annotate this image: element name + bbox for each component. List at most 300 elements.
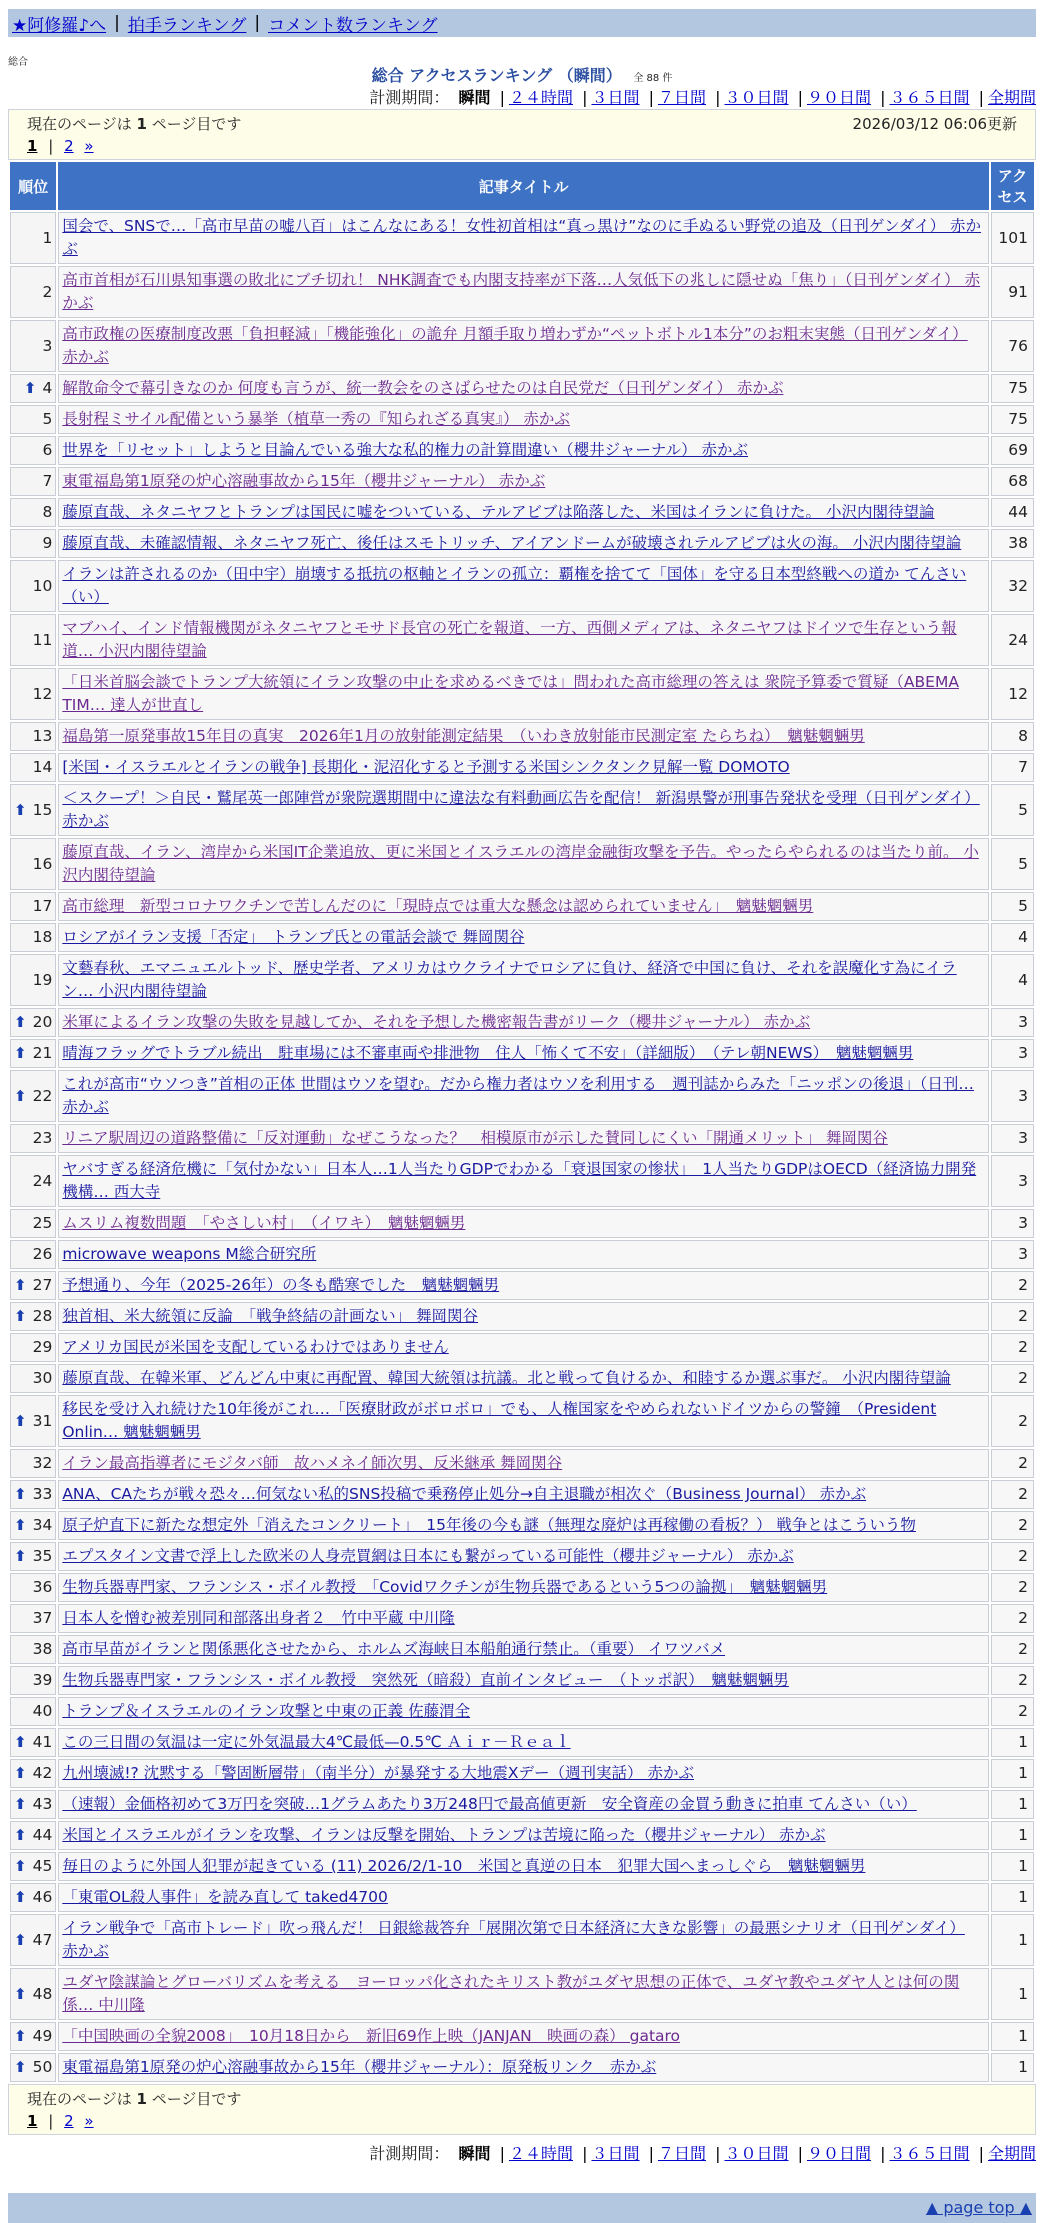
rank-number: 9 [42, 534, 53, 552]
access-count: 3 [991, 1008, 1034, 1037]
access-count: 1 [991, 1790, 1034, 1819]
rank-number: 47 [32, 1930, 53, 1949]
rank-cell [10, 838, 56, 890]
period-3d-link[interactable]: ３日間 [591, 2144, 640, 2163]
article-title-link[interactable]: この三日間の気温は一定に外気温最大4℃最低—0.5℃ Ａｉｒ－Ｒｅａｌ [62, 1733, 571, 1751]
rank-number: 27 [32, 1276, 53, 1294]
total-count: 全 88 件 [633, 73, 673, 84]
rank-number: 34 [32, 1516, 53, 1534]
period-selector-bottom [8, 2143, 1036, 2165]
article-title-link[interactable]: microwave weapons M総合研究所 [62, 1245, 317, 1263]
period-separator: | [648, 88, 654, 107]
access-count: 2 [991, 1449, 1034, 1478]
period-separator: | [797, 88, 803, 107]
table-row [10, 753, 1034, 782]
article-title-link[interactable]: イランは許されるのか（田中宇）崩壊する抵抗の枢軸とイランの孤立：覇権を捨てて「国体」を守る日本型終戦への道か てんさい（い） [62, 565, 967, 606]
access-count: 1 [991, 1883, 1034, 1912]
title-cell [58, 1240, 989, 1269]
access-count: 44 [991, 498, 1034, 527]
rank-cell [10, 753, 56, 782]
rank-cell [10, 498, 56, 527]
table-row [10, 1070, 1034, 1122]
rank-cell [10, 266, 56, 318]
title-cell [58, 1480, 989, 1509]
article-title-link[interactable]: 藤原直哉、イラン、湾岸から米国IT企業追放、更に米国とイスラエルの湾岸金融街攻撃を予告。やったらやられるのは当たり前。 小沢内閣待望論 [62, 843, 979, 884]
header-title: 記事タイトル [58, 162, 989, 210]
period-90d-link[interactable]: ９０日間 [806, 88, 871, 107]
access-count: 75 [991, 374, 1034, 403]
article-title-link[interactable]: 独首相、米大統領に反論 「戦争終結の計画ない」 舞岡関谷 [62, 1307, 478, 1325]
rank-up-arrow-icon: ⬆ [14, 1411, 27, 1430]
table-row [10, 892, 1034, 921]
article-title-link[interactable]: 米軍によるイラン攻撃の失敗を見越してか、それを予想した機密報告書がリーク（櫻井ジャーナル） 赤かぶ [62, 1013, 811, 1031]
period-3d-link[interactable]: ３日間 [591, 88, 640, 107]
access-count: 2 [991, 1635, 1034, 1664]
next-page-link[interactable]: » [84, 2112, 94, 2130]
rank-number: 26 [32, 1245, 53, 1263]
article-title-link[interactable]: 「中国映画の全貌2008」 10月18日から 新旧69作上映（JANJAN 映画の森） gataro [62, 2027, 681, 2045]
rank-up-arrow-icon: ⬆ [14, 1485, 27, 1503]
table-row [10, 1240, 1034, 1269]
rank-number: 37 [32, 1609, 53, 1627]
article-title-link[interactable]: リニア駅周辺の道路整備に「反対運動」なぜこうなった？ 相模原市が示した賛同しにくい「開通メリット」 舞岡関谷 [62, 1129, 888, 1147]
rank-cell [10, 320, 56, 372]
period-current: 瞬間 [458, 2144, 491, 2163]
category-label: 総合 [8, 57, 28, 68]
title-cell [58, 753, 989, 782]
table-row [10, 1395, 1034, 1447]
table-row [10, 374, 1034, 403]
article-title-link[interactable]: ヤバすぎる経済危機に「気付かない」日本人…1人当たりGDPでわかる「衰退国家の惨状」 1人当たりGDPはOECD（経済協力開発機構… 西大寺 [62, 1160, 977, 1201]
rank-number: 40 [32, 1702, 53, 1720]
article-title-link[interactable]: 世界を「リセット」しようと目論んでいる強大な私的権力の計算間違い（櫻井ジャーナル） 赤かぶ [62, 441, 749, 459]
table-row [10, 1542, 1034, 1571]
article-title-link[interactable]: 解散命令で幕引きなのか 何度も言うが、統一教会をのさばらせたのは自民党だ（日刊ゲンダイ） 赤かぶ [62, 379, 784, 397]
access-count: 1 [991, 1968, 1034, 2020]
access-count: 2 [991, 1364, 1034, 1393]
article-title-link[interactable]: ユダヤ陰謀論とグローバリズムを考える＿ヨーロッパ化されたキリスト教がユダヤ思想の正体で、ユダヤ教やユダヤ人とは何の関係… 中川隆 [62, 1973, 960, 2014]
rank-number: 39 [32, 1671, 53, 1689]
period-24h-link[interactable]: ２４時間 [508, 2144, 573, 2163]
title-cell [58, 436, 989, 465]
rank-cell [10, 1449, 56, 1478]
rank-number: 14 [32, 758, 53, 776]
rank-cell [10, 1155, 56, 1207]
article-title-link[interactable]: 移民を受け入れ続けた10年後がこれ…「医療財政がボロボロ」でも、人権国家をやめられないドイツからの警鐘 （President Onlin… 魑魅魍魎男 [62, 1400, 937, 1441]
article-title-link[interactable]: 晴海フラッグでトラブル続出 駐車場には不審車両や排泄物 住人「怖くて不安」（詳細版） （テレ朝NEWS） 魑魅魍魎男 [62, 1044, 914, 1062]
table-row [10, 1728, 1034, 1757]
rank-cell [10, 954, 56, 1006]
nav-separator: | [254, 13, 261, 33]
title-cell [58, 614, 989, 666]
rank-up-arrow-icon: ⬆ [14, 1795, 27, 1813]
nav-separator: | [114, 13, 120, 33]
rank-cell [10, 1008, 56, 1037]
rank-up-arrow-icon: ⬆ [23, 379, 37, 397]
table-row [10, 467, 1034, 496]
period-separator: | [582, 88, 588, 107]
table-row [10, 212, 1034, 264]
page-separator: | [48, 2112, 54, 2130]
rank-cell [10, 1333, 56, 1362]
article-title-link[interactable]: 「東電OL殺人事件」を読み直して taked4700 [62, 1888, 388, 1906]
rank-number: 42 [32, 1764, 53, 1782]
access-count: 2 [991, 1480, 1034, 1509]
rank-number: 6 [42, 441, 53, 459]
access-count: 2 [991, 1666, 1034, 1695]
rank-number: 35 [32, 1547, 53, 1565]
period-7d-link[interactable]: ７日間 [657, 88, 706, 107]
rank-number: 1 [42, 228, 53, 247]
article-title-link[interactable]: 藤原直哉、未確認情報、ネタニヤフ死亡、後任はスモトリッチ、アイアンドームが破壊されテルアビブは火の海。 小沢内閣待望論 [62, 534, 962, 552]
period-label: 計測期間： [369, 2144, 450, 2163]
access-count: 8 [991, 722, 1034, 751]
access-count: 1 [991, 1821, 1034, 1850]
table-row [10, 266, 1034, 318]
table-row [10, 529, 1034, 558]
table-row [10, 1635, 1034, 1664]
table-row [10, 1852, 1034, 1881]
article-title-link[interactable]: 原子炉直下に新たな想定外「消えたコンクリート」 15年後の今も謎（無理な廃炉は再稼働の看板？） 戦争とはこういう物 [62, 1516, 916, 1534]
article-title-link[interactable]: 予想通り、今年（2025-26年）の冬も酷寒でした 魑魅魍魎男 [62, 1276, 500, 1294]
rank-cell [10, 1968, 56, 2020]
rank-number: 16 [32, 854, 53, 873]
title-cell [58, 1155, 989, 1207]
page-number: 1 [136, 2090, 147, 2108]
title-cell [58, 266, 989, 318]
article-title-link[interactable]: 毎日のように外国人犯罪が起きている (11) 2026/2/1-10 米国と真逆の日本 犯罪大国へまっしぐら 魑魅魍魎男 [62, 1857, 866, 1875]
article-title-link[interactable]: （速報）金価格初めて3万円を突破…1グラムあたり3万248円で最高値更新 安全資産の金買う動きに拍車 てんさい（い） [62, 1795, 917, 1813]
article-title-link[interactable]: ＜スクープ！＞自民・鷲尾英一郎陣営が衆院選期間中に違法な有料動画広告を配信！ 新潟県警が刑事告発状を受理（日刊ゲンダイ） 赤かぶ [62, 789, 980, 830]
rank-cell [10, 1124, 56, 1153]
access-count: 3 [991, 1070, 1034, 1122]
article-title-link[interactable]: 「日米首脳会談でトランプ大統領にイラン攻撃の中止を求めるべきでは」問われた高市総理の答えは 衆院予算委で質疑（ABEMA TIM… 達人が世直し [62, 673, 959, 714]
ranking-title: 総合 アクセスランキング （瞬間） [371, 66, 622, 85]
title-cell [58, 498, 989, 527]
access-count: 1 [991, 1728, 1034, 1757]
access-count: 1 [991, 1759, 1034, 1788]
rank-cell [10, 1395, 56, 1447]
rank-number: 21 [32, 1044, 53, 1062]
page-2-link[interactable]: 2 [64, 137, 74, 155]
period-90d-link[interactable]: ９０日間 [806, 2144, 871, 2163]
title-cell [58, 374, 989, 403]
rank-cell [10, 1240, 56, 1269]
access-count: 7 [991, 753, 1034, 782]
table-row [10, 2053, 1034, 2082]
rank-number: 30 [32, 1369, 53, 1387]
title-cell [58, 560, 989, 612]
article-title-link[interactable]: 東電福島第1原発の炉心溶融事故から15年（櫻井ジャーナル） 赤かぶ [62, 472, 546, 490]
table-row [10, 1573, 1034, 1602]
period-label: 計測期間： [369, 88, 450, 107]
table-row [10, 2022, 1034, 2051]
rank-number: 11 [32, 630, 53, 649]
title-cell [58, 1728, 989, 1757]
rank-number: 4 [42, 379, 53, 397]
title-cell [58, 1449, 989, 1478]
rank-up-arrow-icon: ⬆ [14, 2027, 27, 2045]
title-cell [58, 1759, 989, 1788]
article-title-link[interactable]: ムスリム複数問題 「やさしい村」 （イワキ） 魑魅魍魎男 [62, 1214, 466, 1232]
rank-cell [10, 1542, 56, 1571]
table-row [10, 1604, 1034, 1633]
rank-cell [10, 1039, 56, 1068]
rank-number: 28 [32, 1307, 53, 1325]
article-title-link[interactable]: 東電福島第1原発の炉心溶融事故から15年（櫻井ジャーナル）：原発板リンク 赤かぶ [62, 2058, 657, 2076]
table-row [10, 1697, 1034, 1726]
rank-up-arrow-icon: ⬆ [14, 1013, 27, 1031]
rank-cell [10, 1914, 56, 1966]
header-rank: 順位 [10, 162, 56, 210]
rank-cell [10, 1070, 56, 1122]
rank-number: 44 [32, 1826, 53, 1844]
access-count: 4 [991, 923, 1034, 952]
title-cell [58, 1395, 989, 1447]
table-row [10, 1666, 1034, 1695]
title-cell [58, 838, 989, 890]
rank-cell [10, 1573, 56, 1602]
table-row [10, 498, 1034, 527]
rank-cell [10, 560, 56, 612]
page-2-link[interactable]: 2 [64, 2112, 74, 2130]
rank-number: 50 [32, 2058, 53, 2076]
article-title-link[interactable]: ロシアがイラン支援「否定」 トランプ氏との電話会談で 舞岡関谷 [62, 928, 525, 946]
table-row [10, 1333, 1034, 1362]
pager-top [8, 109, 1036, 160]
title-cell [58, 2053, 989, 2082]
rank-cell [10, 1635, 56, 1664]
rank-up-arrow-icon: ⬆ [14, 1826, 27, 1844]
rank-cell [10, 1271, 56, 1300]
title-cell [58, 1852, 989, 1881]
title-cell [58, 212, 989, 264]
access-count: 5 [991, 784, 1034, 836]
title-cell [58, 784, 989, 836]
access-count: 1 [991, 1852, 1034, 1881]
rank-number: 15 [32, 800, 53, 819]
article-title-link[interactable]: エプスタイン文書で浮上した欧米の人身売買網は日本にも繋がっている可能性（櫻井ジャーナル） 赤かぶ [62, 1547, 794, 1565]
rank-number: 20 [32, 1013, 53, 1031]
table-row [10, 1209, 1034, 1238]
article-title-link[interactable]: これが高市“ウソつき”首相の正体 世間はウソを望む。だから権力者はウソを利用する 週刊誌からみた「ニッポンの後退」（日刊… 赤かぶ [62, 1075, 974, 1116]
rank-up-arrow-icon: ⬆ [14, 800, 27, 819]
rank-number: 29 [32, 1338, 53, 1356]
article-title-link[interactable]: マブハイ、インド情報機関がネタニヤフとモサド長官の死亡を報道、一方、西側メディアは、ネタニヤフはドイツで生存という報道… 小沢内閣待望論 [62, 619, 957, 660]
rank-up-arrow-icon: ⬆ [14, 1984, 27, 2003]
period-365d-link[interactable]: ３６５日間 [889, 88, 970, 107]
rank-number: 8 [42, 503, 53, 521]
title-cell [58, 1364, 989, 1393]
table-row [10, 923, 1034, 952]
rank-number: 2 [42, 282, 53, 301]
rank-up-arrow-icon: ⬆ [14, 1930, 27, 1949]
rank-cell [10, 2053, 56, 2082]
bottom-bar [8, 2193, 1036, 2223]
table-row [10, 784, 1034, 836]
rank-up-arrow-icon: ⬆ [14, 1764, 27, 1782]
article-title-link[interactable]: 国会で、SNSで…「高市早苗の嘘八百」はこんなにある！女性初首相は“真っ黒け”なのに手ぬるい野党の追及（日刊ゲンダイ） 赤かぶ [62, 217, 982, 258]
rank-number: 31 [32, 1411, 53, 1430]
article-title-link[interactable]: 高市首相が石川県知事選の敗北にブチ切れ！ NHK調査でも内閣支持率が下落…人気低下の兆しに隠せぬ「焦り」（日刊ゲンダイ） 赤かぶ [62, 271, 981, 312]
table-row [10, 614, 1034, 666]
table-row [10, 838, 1034, 890]
table-row [10, 1155, 1034, 1207]
period-separator: | [880, 88, 886, 107]
page-1-current: 1 [27, 137, 38, 155]
rank-up-arrow-icon: ⬆ [14, 1276, 27, 1294]
rank-cell [10, 1697, 56, 1726]
page-text-prefix: 現在のページは [27, 115, 132, 133]
page-text-suffix: ページ目です [151, 2090, 242, 2108]
table-row [10, 1364, 1034, 1393]
rank-cell [10, 212, 56, 264]
access-count: 3 [991, 1155, 1034, 1207]
rank-number: 38 [32, 1640, 53, 1658]
title-cell [58, 892, 989, 921]
article-title-link[interactable]: ANA、CAたちが戦々恐々…何気ない私的SNS投稿で乗務停止処分→自主退職が相次ぐ（Business Journal） 赤かぶ [62, 1485, 867, 1503]
period-365d-link[interactable]: ３６５日間 [889, 2144, 970, 2163]
table-row [10, 405, 1034, 434]
article-title-link[interactable]: 高市早苗がイランと関係悪化させたから、ホルムズ海峡日本船舶通行禁止。（重要） イワツバメ [62, 1640, 726, 1658]
title-cell [58, 2022, 989, 2051]
period-all-link[interactable]: 全期間 [987, 88, 1036, 107]
page-separator: | [48, 137, 54, 155]
article-title-link[interactable]: トランプ＆イスラエルのイラン攻撃と中東の正義 佐藤渭全 [62, 1702, 471, 1720]
table-row [10, 1821, 1034, 1850]
article-title-link[interactable]: 生物兵器専門家、フランシス・ボイル教授 「Covidワクチンが生物兵器であるという5つの論拠」 魑魅魍魎男 [62, 1578, 828, 1596]
access-count: 5 [991, 838, 1034, 890]
article-title-link[interactable]: 福島第一原発事故15年目の真実 2026年1月の放射能測定結果 （いわき放射能市民測定室 たらちね） 魑魅魍魎男 [62, 727, 865, 745]
article-title-link[interactable]: [米国・イスラエルとイランの戦争] 長期化・泥沼化すると予測する米国シンクタンク見解一覧 DOMOTO [62, 758, 790, 776]
article-title-link[interactable]: 生物兵器専門家・フランシス・ボイル教授 突然死（暗殺）直前インタビュー （トッポ訳） 魑魅魍魎男 [62, 1671, 789, 1689]
current-page-text [27, 113, 241, 135]
rank-up-arrow-icon: ⬆ [14, 1307, 27, 1325]
rank-cell [10, 1883, 56, 1912]
rank-number: 12 [32, 684, 53, 703]
rank-up-arrow-icon: ⬆ [14, 1888, 27, 1906]
title-cell [58, 1542, 989, 1571]
table-row [10, 1790, 1034, 1819]
table-row [10, 1914, 1034, 1966]
title-cell [58, 1511, 989, 1540]
page-top-link[interactable]: ▲ page top ▲ [925, 2198, 1032, 2217]
article-title-link[interactable]: 高市総理 新型コロナワクチンで苦しんだのに「現時点では重大な懸念は認められていません」 魑魅魍魎男 [62, 897, 814, 915]
title-cell [58, 1271, 989, 1300]
rank-number: 32 [32, 1454, 53, 1472]
access-count: 69 [991, 436, 1034, 465]
page-number: 1 [136, 115, 147, 133]
access-count: 32 [991, 560, 1034, 612]
period-separator: | [978, 88, 984, 107]
access-count: 3 [991, 1124, 1034, 1153]
article-title-link[interactable]: 長射程ミサイル配備という暴挙（植草一秀の『知られざる真実』） 赤かぶ [62, 410, 570, 428]
article-title-link[interactable]: 日本人を憎む被差別同和部落出身者２＿竹中平蔵 中川隆 [62, 1609, 455, 1627]
rank-number: 22 [32, 1086, 53, 1105]
article-title-link[interactable]: 高市政権の医療制度改悪「負担軽減」「機能強化」の詭弁 月額手取り増わずか“ペットボトル1本分”のお粗末実態（日刊ゲンダイ） 赤かぶ [62, 325, 968, 366]
home-link[interactable]: ★阿修羅♪へ [12, 15, 107, 36]
rank-up-arrow-icon: ⬆ [14, 1857, 27, 1875]
title-cell [58, 1666, 989, 1695]
rank-up-arrow-icon: ⬆ [14, 1547, 27, 1565]
article-title-link[interactable]: 文藝春秋、エマニュエルトッド、歴史学者、アメリカはウクライナでロシアに負け、経済で中国に負け、それを誤魔化す為にイラン… 小沢内閣待望論 [62, 959, 957, 1000]
access-count: 91 [991, 266, 1034, 318]
access-count: 101 [991, 212, 1034, 264]
access-count: 2 [991, 1542, 1034, 1571]
clap-ranking-link[interactable]: 拍手ランキング [127, 15, 247, 36]
access-count: 68 [991, 467, 1034, 496]
period-separator: | [715, 2144, 721, 2163]
title-cell [58, 1883, 989, 1912]
period-all-link[interactable]: 全期間 [987, 2144, 1036, 2163]
pager-bottom [8, 2084, 1036, 2135]
article-title-link[interactable]: イラン戦争で「高市トレード」吹っ飛んだ！ 日銀総裁答弁「展開次第で日本経済に大きな影響」の最悪シナリオ（日刊ゲンダイ） 赤かぶ [62, 1919, 965, 1960]
rank-number: 36 [32, 1578, 53, 1596]
table-row [10, 1124, 1034, 1153]
title-cell [58, 923, 989, 952]
comment-ranking-link[interactable]: コメント数ランキング [268, 15, 438, 36]
rank-cell [10, 892, 56, 921]
title-cell [58, 1635, 989, 1664]
table-row [10, 722, 1034, 751]
article-title-link[interactable]: イラン最高指導者にモジタバ師 故ハメネイ師次男、反米継承 舞岡関谷 [62, 1454, 563, 1472]
rank-number: 18 [32, 928, 53, 946]
rank-up-arrow-icon: ⬆ [14, 2058, 27, 2076]
rank-cell [10, 614, 56, 666]
title-cell [58, 467, 989, 496]
article-title-link[interactable]: アメリカ国民が米国を支配しているわけではありません [62, 1338, 449, 1356]
title-cell [58, 722, 989, 751]
rank-cell [10, 784, 56, 836]
next-page-link[interactable]: » [84, 137, 94, 155]
rank-cell [10, 467, 56, 496]
access-count: 75 [991, 405, 1034, 434]
access-count: 3 [991, 1240, 1034, 1269]
access-count: 2 [991, 1302, 1034, 1331]
rank-cell [10, 1604, 56, 1633]
table-row [10, 1039, 1034, 1068]
access-count: 24 [991, 614, 1034, 666]
access-count: 1 [991, 2053, 1034, 2082]
access-count: 2 [991, 1395, 1034, 1447]
access-count: 3 [991, 1209, 1034, 1238]
title-cell [58, 1209, 989, 1238]
ranking-table [8, 160, 1036, 2084]
period-30d-link[interactable]: ３０日間 [724, 88, 789, 107]
access-count: 76 [991, 320, 1034, 372]
period-30d-link[interactable]: ３０日間 [724, 2144, 789, 2163]
rank-number: 13 [32, 727, 53, 745]
article-title-link[interactable]: 九州壊滅!? 沈黙する「警固断層帯」（南半分）が暴発する大地震Xデー（週刊実話） 赤かぶ [62, 1764, 694, 1782]
period-separator: | [978, 2144, 984, 2163]
table-row [10, 560, 1034, 612]
period-24h-link[interactable]: ２４時間 [508, 88, 573, 107]
rank-number: 48 [32, 1984, 53, 2003]
article-title-link[interactable]: 藤原直哉、ネタニヤフとトランプは国民に嘘をついている、テルアビブは陥落した、米国はイランに負けた。 小沢内閣待望論 [62, 503, 935, 521]
access-count: 5 [991, 892, 1034, 921]
rank-cell [10, 1511, 56, 1540]
access-count: 12 [991, 668, 1034, 720]
article-title-link[interactable]: 米国とイスラエルがイランを攻撃、イランは反撃を開始、トランプは苦境に陥った（櫻井ジャーナル） 赤かぶ [62, 1826, 826, 1844]
page-title [8, 65, 1036, 87]
period-7d-link[interactable]: ７日間 [657, 2144, 706, 2163]
rank-cell [10, 2022, 56, 2051]
table-row [10, 1302, 1034, 1331]
article-title-link[interactable]: 藤原直哉、在韓米軍、どんどん中東に再配置、韓国大統領は抗議。北と戦って負けるか、和睦するか選ぶ事だ。 小沢内閣待望論 [62, 1369, 951, 1387]
access-count: 38 [991, 529, 1034, 558]
updated-timestamp: 2026/03/12 06:06更新 [852, 115, 1017, 133]
access-count: 2 [991, 1573, 1034, 1602]
